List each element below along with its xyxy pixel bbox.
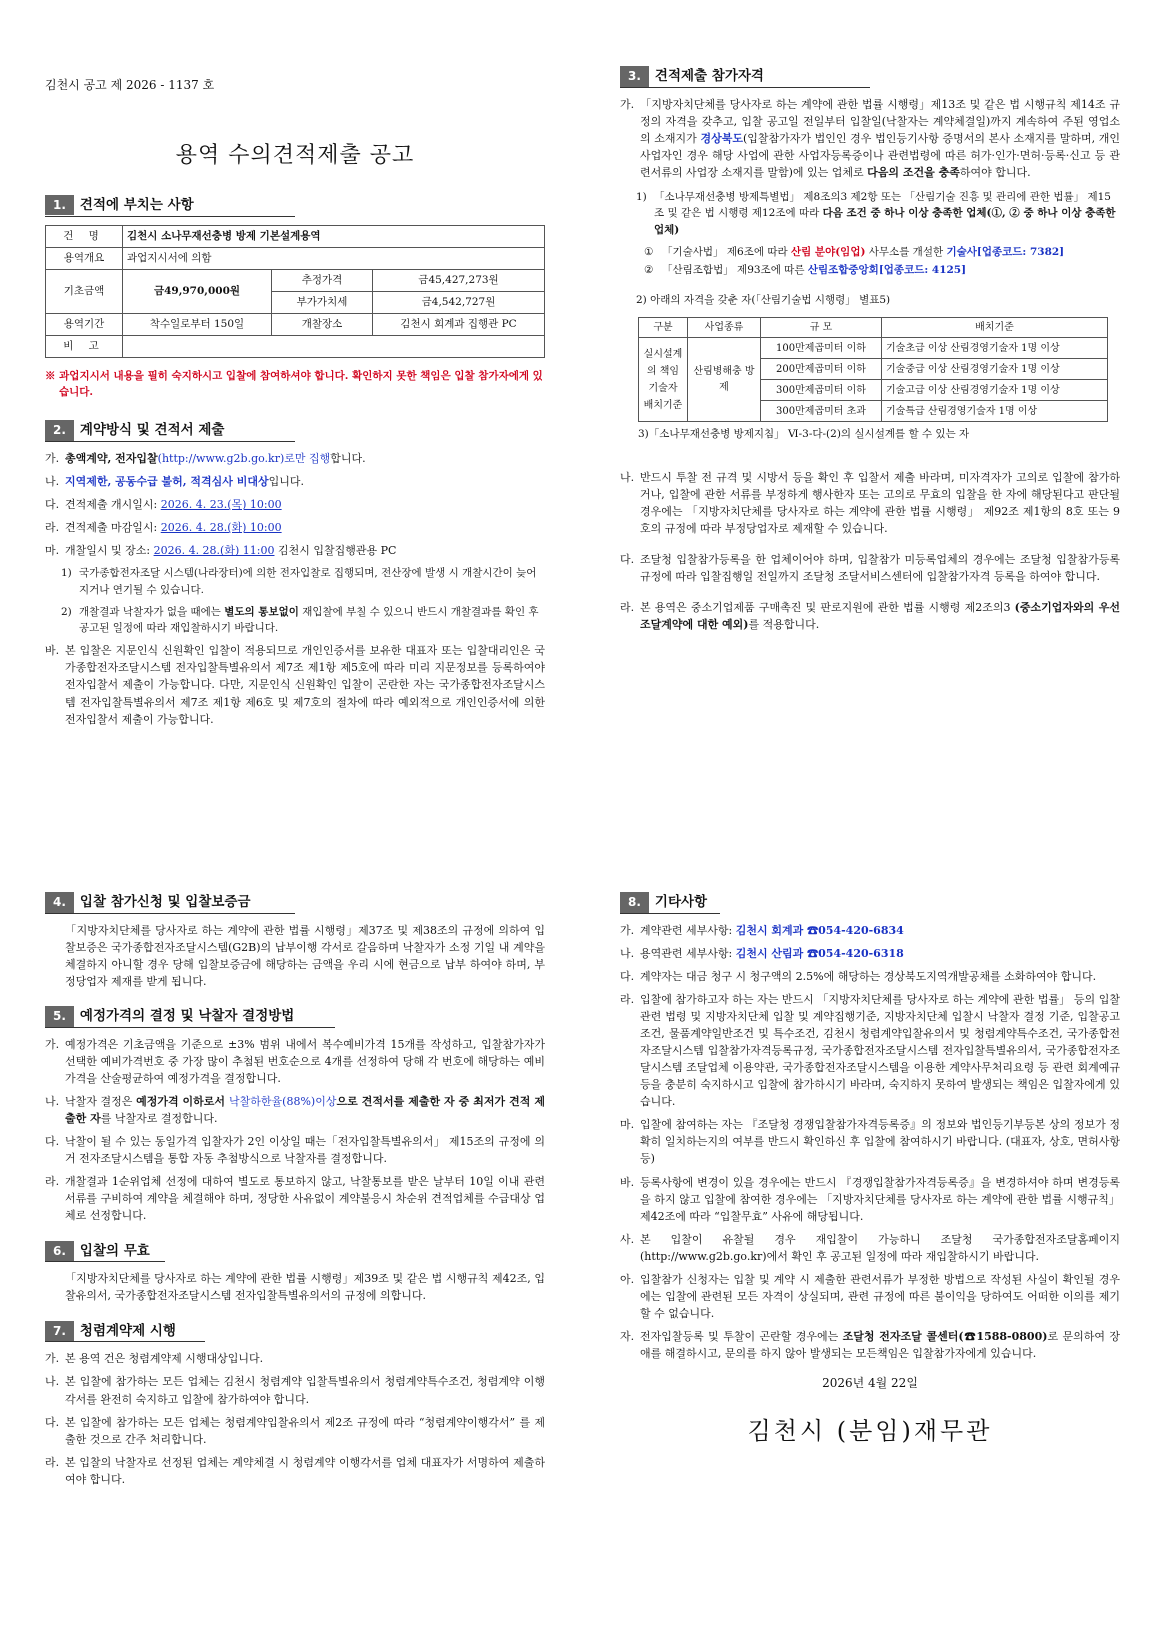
- item-text: 김천시 입찰집행관용 PC: [274, 544, 397, 558]
- item-text: 계약자는 대금 청구 시 청구액의 2.5%에 해당하는 경상북도지역개발공채를 소화하여야 합니다.: [640, 970, 1097, 984]
- item-marker: 나.: [45, 1095, 60, 1109]
- list-item: [620, 469, 1120, 537]
- list-item: [620, 1271, 1120, 1322]
- section-1-header: [45, 195, 295, 217]
- section-title: 청렴계약제 시행: [79, 1322, 176, 1339]
- item-marker: 나.: [45, 1375, 60, 1389]
- section-3-header: [620, 66, 870, 88]
- section-title: 기타사항: [654, 894, 708, 910]
- item-text: 본 입찰의 낙찰자로 선정된 업체는 계약체결 시 청렴계약 이행각서를 업체 대표자가 서명하여 제출하여야 합니다.: [65, 1455, 545, 1486]
- notice-number: 김천시 공고 제 2026 - 1137 호: [45, 78, 215, 92]
- table-header: 기초금액: [46, 269, 123, 313]
- section-title: 계약방식 및 견적서 제출: [79, 422, 225, 439]
- sub-item: [620, 189, 1120, 238]
- right-top-column: [620, 66, 1120, 639]
- sub-item: 2) 아래의 자격을 갖춘 자(「산림기술법 시행령」 별표5): [636, 294, 891, 307]
- section-number: 6.: [45, 1241, 74, 1262]
- list-item: [620, 551, 1120, 585]
- item-marker: 가.: [620, 97, 635, 111]
- section-8-header: [620, 892, 720, 914]
- section-2-header: [45, 420, 295, 442]
- list-item: [45, 496, 545, 513]
- list-item: [620, 1231, 1120, 1265]
- list-item: [45, 450, 545, 467]
- item-text: 견적제출 마감일시:: [65, 521, 161, 535]
- table-cell: 과업지시서에 의함: [123, 247, 545, 269]
- deadline-datetime: 2026. 4. 28.(화) 10:00: [160, 521, 282, 535]
- table-header: 구분: [639, 317, 688, 338]
- item-text: 를 적용합니다.: [748, 617, 820, 631]
- item-marker: 가.: [45, 1352, 60, 1366]
- item-text: 본 용역은 중소기업제품 구매촉진 및 판로지원에 관한 법률 시행령 제2조의3: [640, 600, 1015, 614]
- sub-item: [45, 604, 545, 637]
- list-item: [620, 96, 1120, 181]
- item-text: 개찰일시 및 장소:: [65, 544, 154, 558]
- item-text: 「지방자치단체를 당사자로 하는 계약에 관한 법률 시행령」제13조 및 같은 법 시행규칙 제14조 규정의 자격을 갖추고, 입찰 공고일 전일부터 입찰일(낙찰자는 계약체결일)까지 계속하여 주된 영업소의 소재지가: [640, 97, 1120, 146]
- item-text: 예정가격은 기초금액을 기준으로 ±3% 범위 내에서 복수예비가격 15개를 작성하고, 입찰참가자가 선택한 예비가격번호 중 가장 많이 추첨된 번호순으로 4개를 선정하여 당해 각 번호에 해당하는 예비가격을 산술평균하여 예정가격을 결정합니다.: [65, 1038, 545, 1086]
- section-number: 4.: [45, 892, 74, 913]
- section-7-header: [45, 1321, 205, 1343]
- bid-info-table: [45, 225, 545, 358]
- table-header: 규 모: [761, 317, 882, 338]
- section-number: 5.: [45, 1006, 74, 1027]
- table-cell: 300만제곱미터 이하: [761, 380, 882, 401]
- list-item: [45, 542, 545, 559]
- list-item: [620, 1328, 1120, 1362]
- section-title: 견적에 부치는 사항: [79, 196, 194, 213]
- table-cell: 금4,542,727원: [373, 291, 545, 313]
- list-item: [45, 473, 545, 490]
- table-header: 개찰장소: [272, 313, 373, 335]
- item-text: 로 문의하여 장애를 해결하시고, 문의를 하지 않아 발생되는 모든책임은 입찰참가자에게 있습니다.: [640, 1329, 1121, 1360]
- item-marker: 라.: [620, 600, 635, 614]
- table-cell: 실시설계의 책임 기술자 배치기준: [639, 338, 688, 422]
- item-text: 본 입찰이 유찰될 경우 재입찰이 가능하니 조달청 국가종합전자조달홈페이지(http://www.g2b.go.kr)에서 확인 후 공고된 일정에 따라 재입찰하시기 바랍니다.: [640, 1232, 1120, 1263]
- sub-item: [620, 262, 1120, 278]
- g2b-link[interactable]: (http://www.g2b.go.kr)로만 집행: [157, 452, 331, 466]
- list-item: [45, 1093, 545, 1127]
- item-marker: 다.: [45, 498, 60, 512]
- section-title: 예정가격의 결정 및 낙찰자 결정방법: [79, 1008, 295, 1025]
- table-cell: 산림병해충 방제: [688, 338, 761, 422]
- table-header: 부가가치세: [272, 291, 373, 313]
- item-text: 용역관련 세부사항:: [640, 946, 736, 960]
- item-marker: 라.: [620, 993, 635, 1007]
- section-6-header: [45, 1241, 165, 1263]
- list-item: [45, 1454, 545, 1488]
- item-text: 본 입찰에 참가하는 모든 업체는 청렴계약입찰유의서 제2조 규정에 따라 “청렴계약이행각서” 를 제출한 것으로 간주 처리합니다.: [65, 1415, 545, 1446]
- list-item: [620, 968, 1120, 985]
- list-item: [45, 1173, 545, 1224]
- item-text: 「소나무재선충병 방제특별법」 제8조의3 제2항 또는 「산림기술 진흥 및 관리에 관한 법률」 제15조 및 같은 법 시행령 제12조에 따라: [654, 191, 1111, 220]
- item-text: 낙찰이 될 수 있는 동일가격 입찰자가 2인 이상일 때는「전자입찰특별유의서」 제15조의 규정에 의거 전자조달시스템을 통합 자동 추첨방식으로 낙찰자를 결정합니다.: [65, 1135, 545, 1166]
- table-cell: 기술특급 산림경영기술자 1명 이상: [882, 401, 1108, 422]
- section-number: 1.: [45, 195, 74, 216]
- item-text: 조달청 입찰참가등록을 한 업체이어야 하며, 입찰참가 미등록업체의 경우에는 조달청 입찰참가등록규정에 따라 입찰집행일 전일까지 조달청 조달서비스센터에 입찰참가자격 등록을 하여야 합니다.: [640, 552, 1120, 583]
- item-marker: 아.: [620, 1272, 635, 1286]
- list-item: [45, 1133, 545, 1167]
- item-marker: 라.: [45, 1175, 60, 1189]
- item-text: 국가종합전자조달 시스템(나라장터)에 의한 전자입찰로 집행되며, 전산장에 발생 시 개찰시간이 늦어지거나 연기될 수 있습니다.: [79, 567, 537, 596]
- emphasis-text: 으로 견적서를 제출한 자 중 최저가 견적 제출한 자: [65, 1095, 546, 1126]
- item-text: 하여야 합니다.: [959, 166, 1031, 180]
- item-text: 본 용역 건은 청렴계약제 시행대상입니다.: [65, 1352, 264, 1366]
- section-title: 입찰 참가신청 및 입찰보증금: [79, 894, 251, 910]
- list-item: [620, 991, 1120, 1110]
- emphasis-text: 다음 조건 중 하나 이상 충족한 업체(①, ② 중 하나 이상 충족한 업체): [654, 207, 1116, 236]
- emphasis-text: 별도의 통보없이: [224, 605, 299, 618]
- emphasis-text: 다음의 조건을 충족: [867, 166, 960, 180]
- section-title: 입찰의 무효: [79, 1242, 150, 1259]
- item-marker: 바.: [620, 1175, 635, 1189]
- table-header: 비 고: [46, 335, 123, 357]
- emphasis-text: (중소기업자와의 우선 조달계약에 대한 예외): [640, 600, 1120, 631]
- item-text: (입찰참가자가 법인인 경우 법인등기사항 증명서의 본사 소재지를 말하며, 개인사업자인 경우 해당 사업에 관한 사업자등록증이나 관련법령에 따른 허가·인가·면허·등록·신고 등 관련서류의 사업장 소재지를 말함)에 있는 업체로: [640, 132, 1120, 180]
- contract-method: 총액계약, 전자입찰: [65, 452, 158, 466]
- section-text: 「지방자치단체를 당사자로 하는 계약에 관한 법률 시행령」제37조 및 제38조의 규정에 의하여 입찰보증은 국가종합전자조달시스템(G2B)의 납부이행 각서로 갈음하며 낙찰자가 소정 기일 내 계약을 체결하지 아니할 경우 당해 입찰보증금에 해당하는 금액을 우리 시에 현금으로 납부 하여야 하며, 부정당업자 제재를 받게 됩니다.: [65, 923, 545, 989]
- list-item: [620, 1174, 1120, 1225]
- table-cell: 300만제곱미터 초과: [761, 401, 882, 422]
- item-text: 합니다.: [330, 452, 366, 466]
- item-text: 등록사항에 변경이 있을 경우에는 반드시 『경쟁입찰참가자격등록증』을 변경하셔야 하며 변경등록을 하지 않고 입찰에 참여한 경우에는 「지방자치단체를 당사자로 하는 계약에 관한 법률 시행규칙」제42조에 따라 “입찰무효” 사유에 해당됩니다.: [640, 1175, 1120, 1223]
- opening-datetime: 2026. 4. 28.(화) 11:00: [153, 544, 275, 558]
- warning-note: ※ 과업지시서 내용을 필히 숙지하시고 입찰에 참여하셔야 합니다. 확인하지 못한 책임은 입찰 참가자에게 있습니다.: [45, 369, 543, 398]
- qualification-table: [638, 317, 1108, 423]
- sub-item: 3)「소나무재선충병 방제지침」 Ⅵ-3-다-(2)의 실시설계를 할 수 있는 자: [638, 428, 970, 441]
- item-marker: 다.: [45, 1135, 60, 1149]
- item-text: 「기술사법」 제6조에 따라: [662, 245, 791, 258]
- item-marker: 나.: [620, 946, 635, 960]
- item-text: 전자입찰등록 및 투찰이 곤란할 경우에는: [640, 1329, 843, 1343]
- list-item: [45, 642, 545, 727]
- section-text: 「지방자치단체를 당사자로 하는 계약에 관한 법률 시행령」제39조 및 같은 법 시행규칙 제42조, 입찰유의서, 국가종합전자조달시스템 전자입찰특별유의서의 규정에 의합니다.: [65, 1272, 545, 1303]
- left-top-column: [45, 76, 545, 734]
- item-marker: ②: [644, 264, 654, 277]
- table-cell: 김천시 회계과 집행관 PC: [373, 313, 545, 335]
- table-cell: 기술고급 이상 산림경영기술자 1명 이상: [882, 380, 1108, 401]
- item-marker: 바.: [45, 644, 60, 658]
- table-cell: 100만제곱미터 이하: [761, 338, 882, 359]
- call-center: 조달청 전자조달 콜센터(☎1588-0800): [842, 1329, 1048, 1343]
- item-marker: 사.: [620, 1232, 635, 1246]
- item-marker: 자.: [620, 1329, 635, 1343]
- item-text: 입찰참가 신청자는 입찰 및 계약 시 제출한 관련서류가 부정한 방법으로 작성된 사실이 확인될 경우에는 입찰에 관련된 모든 자격이 상실되며, 관련 규정에 따른 불이익을 당하여도 어떠한 이의를 제기할 수 없습니다.: [640, 1272, 1120, 1320]
- sub-item: [45, 565, 545, 598]
- item-text: 계약관련 세부사항:: [640, 923, 736, 937]
- item-text: 를 낙찰자로 결정합니다.: [100, 1112, 218, 1126]
- section-number: 2.: [45, 420, 74, 441]
- item-marker: 2): [61, 605, 72, 618]
- lower-limit-rate: 낙찰하한율(88%)이상: [229, 1095, 337, 1109]
- table-header: 용역개요: [46, 247, 123, 269]
- item-marker: 가.: [620, 923, 635, 937]
- section-number: 3.: [620, 66, 649, 87]
- item-marker: 가.: [45, 1038, 60, 1052]
- contact-forestry: 김천시 산림과 ☎054-420-6318: [735, 946, 904, 960]
- list-item: [620, 599, 1120, 633]
- list-item: [45, 1414, 545, 1448]
- item-text: 개찰결과 1순위업체 선정에 대하여 별도로 통보하지 않고, 낙찰통보를 받은 날부터 10일 이내 관련서류를 구비하여 계약을 체결해야 하며, 정당한 사유없이 계약불응시 차순위 견적업체를 수급대상 업체로 선정합니다.: [65, 1175, 545, 1223]
- forestry-field: 산림 분야(임업): [790, 245, 866, 258]
- item-text: 본 입찰에 참가하는 모든 업체는 김천시 청렴계약 입찰특별유의서 청렴계약특수조건, 청렴계약 이행각서를 완전히 숙지하고 입찰에 참가하여야 합니다.: [65, 1375, 545, 1406]
- table-cell: [123, 335, 545, 357]
- issuer-signature: 김천시 (분임)재무관: [747, 1416, 993, 1445]
- item-text: 낙찰자 결정은: [65, 1095, 137, 1109]
- table-cell: 기술중급 이상 산림경영기술자 1명 이상: [882, 359, 1108, 380]
- industry-code: 산림조합중앙회[업종코드: 4125]: [807, 264, 967, 277]
- list-item: [620, 922, 1120, 939]
- sub-item: [620, 244, 1120, 260]
- item-marker: 라.: [45, 521, 60, 535]
- table-cell: 착수일로부터 150일: [123, 313, 272, 335]
- item-marker: 다.: [620, 970, 635, 984]
- item-marker: 1): [61, 567, 72, 580]
- item-text: 「산림조합법」 제93조에 따른: [662, 264, 808, 277]
- section-title: 견적제출 참가자격: [654, 68, 764, 84]
- table-cell: 금49,970,000원: [123, 269, 272, 313]
- table-cell: 금45,427,273원: [373, 269, 545, 291]
- table-header: 배치기준: [882, 317, 1108, 338]
- table-header: 추정가격: [272, 269, 373, 291]
- item-text: 견적제출 개시일시:: [65, 498, 161, 512]
- emphasis-text: 예정가격 이하로서: [136, 1095, 230, 1109]
- section-number: 7.: [45, 1321, 74, 1342]
- table-cell: 기술초급 이상 산림경영기술자 1명 이상: [882, 338, 1108, 359]
- item-text: 사무소를 개설한: [865, 245, 947, 258]
- list-item: [620, 945, 1120, 962]
- item-marker: 가.: [45, 452, 60, 466]
- table-header: 용역기간: [46, 313, 123, 335]
- section-4-header: [45, 892, 295, 914]
- restriction-text: 지역제한, 공동수급 불허, 적격심사 비대상: [65, 475, 269, 489]
- list-item: [45, 519, 545, 536]
- item-marker: 다.: [620, 552, 635, 566]
- page-title: 용역 수의견적제출 공고: [175, 142, 415, 168]
- left-bottom-column: [45, 892, 545, 1494]
- table-header: 건 명: [46, 225, 123, 247]
- item-marker: 나.: [45, 475, 60, 489]
- item-text: 입니다.: [268, 475, 304, 489]
- item-text: 반드시 투찰 전 규격 및 시방서 등을 확인 후 입찰서 제출 바라며, 미자격자가 고의로 입찰에 참가하거나, 입찰에 관한 서류를 부정하게 행사한자 또는 고의로 무효의 입찰을 한 자에 해당된다고 판단될 경우에는 「지방자치단체를 당사자로 하는 계약에 관한 법률 시행령」 제92조 제1항의 8호 또는 9호의 규정에 따라 부정당업자로 제재할 수 있습니다.: [640, 470, 1120, 535]
- region-text: 경상북도: [700, 132, 743, 146]
- item-text: 재입찰에 부칠 수 있으니 반드시 개찰결과를 확인 후 공고된 일정에 따라 재입찰하시기 바랍니다.: [79, 605, 539, 635]
- item-marker: 다.: [45, 1415, 60, 1429]
- item-marker: 1): [636, 191, 647, 204]
- item-marker: ①: [644, 245, 654, 258]
- table-cell: 200만제곱미터 이하: [761, 359, 882, 380]
- item-marker: 나.: [620, 470, 635, 484]
- contact-accounting: 김천시 회계과 ☎054-420-6834: [735, 923, 904, 937]
- list-item: [45, 1036, 545, 1087]
- list-item: [45, 1350, 545, 1367]
- item-text: 개찰결과 낙찰자가 없을 때에는: [79, 605, 225, 618]
- industry-code: 기술사[업종코드: 7382]: [946, 245, 1065, 258]
- table-cell: 김천시 소나무재선충병 방제 기본설계용역: [123, 225, 545, 247]
- list-item: [45, 1373, 545, 1407]
- notice-date: 2026년 4월 22일: [822, 1376, 918, 1390]
- section-5-header: [45, 1006, 335, 1028]
- table-header: 사업종류: [688, 317, 761, 338]
- start-datetime: 2026. 4. 23.(목) 10:00: [160, 498, 282, 512]
- list-item: [620, 1116, 1120, 1167]
- item-text: 본 입찰은 지문인식 신원확인 입찰이 적용되므로 개인인증서를 보유한 대표자 또는 입찰대리인은 국가종합전자조달시스템 전자입찰특별유의서 제7조 제1항 제5호에 따라 미리 지문정보를 등록하여야 전자입찰서 제출이 가능합니다. 다만, 지문인식 신원확인 입찰이 곤란한 자는 국가종합전자조달시스템 전자입찰특별유의서 제7조 제1항 제6호 및 제7호의 절차에 따라 예외적으로 개인인증서에 의한 전자입찰서 제출이 가능합니다.: [65, 644, 545, 726]
- item-text: 입찰에 참가하고자 하는 자는 반드시 「지방자치단체를 당사자로 하는 계약에 관한 법률」 등의 입찰관련 법령 및 지방자치단체 입찰 및 계약집행기준, 지방자치단체 입찰시 낙찰자 결정 기준, 입찰공고 조건, 물품계약일반조건 및 특수조건, 김천시 청렴계약입찰유의서 및 청렴계약특수조건, 국가종합전자조달시스템 입찰참가자격등록규정, 국가종합전자조달시스템 전자입찰특별유의서, 국가종합전자조달시스템 조달업체 이용약관, 국가종합전자조달시스템을 이용한 계약사무처리요령 등 관련 회계예규 등을 충분히 숙지하시고 입찰에 참가하시기 바라며, 숙지하지 못하여 발생되는 책임은 입찰자에게 있습니다.: [640, 993, 1120, 1109]
- right-bottom-column: [620, 892, 1120, 1450]
- item-text: 입찰에 참여하는 자는 『조달청 경쟁입찰참가자격등록증』의 정보와 법인등기부등본 상의 정보가 정확히 일치하는지의 여부를 반드시 확인하신 후 입찰에 참여하시기 바랍니다. (대표자, 상호, 면허사항 등): [640, 1118, 1120, 1166]
- item-marker: 마.: [620, 1118, 635, 1132]
- item-marker: 마.: [45, 544, 60, 558]
- section-number: 8.: [620, 892, 649, 913]
- item-marker: 라.: [45, 1455, 60, 1469]
